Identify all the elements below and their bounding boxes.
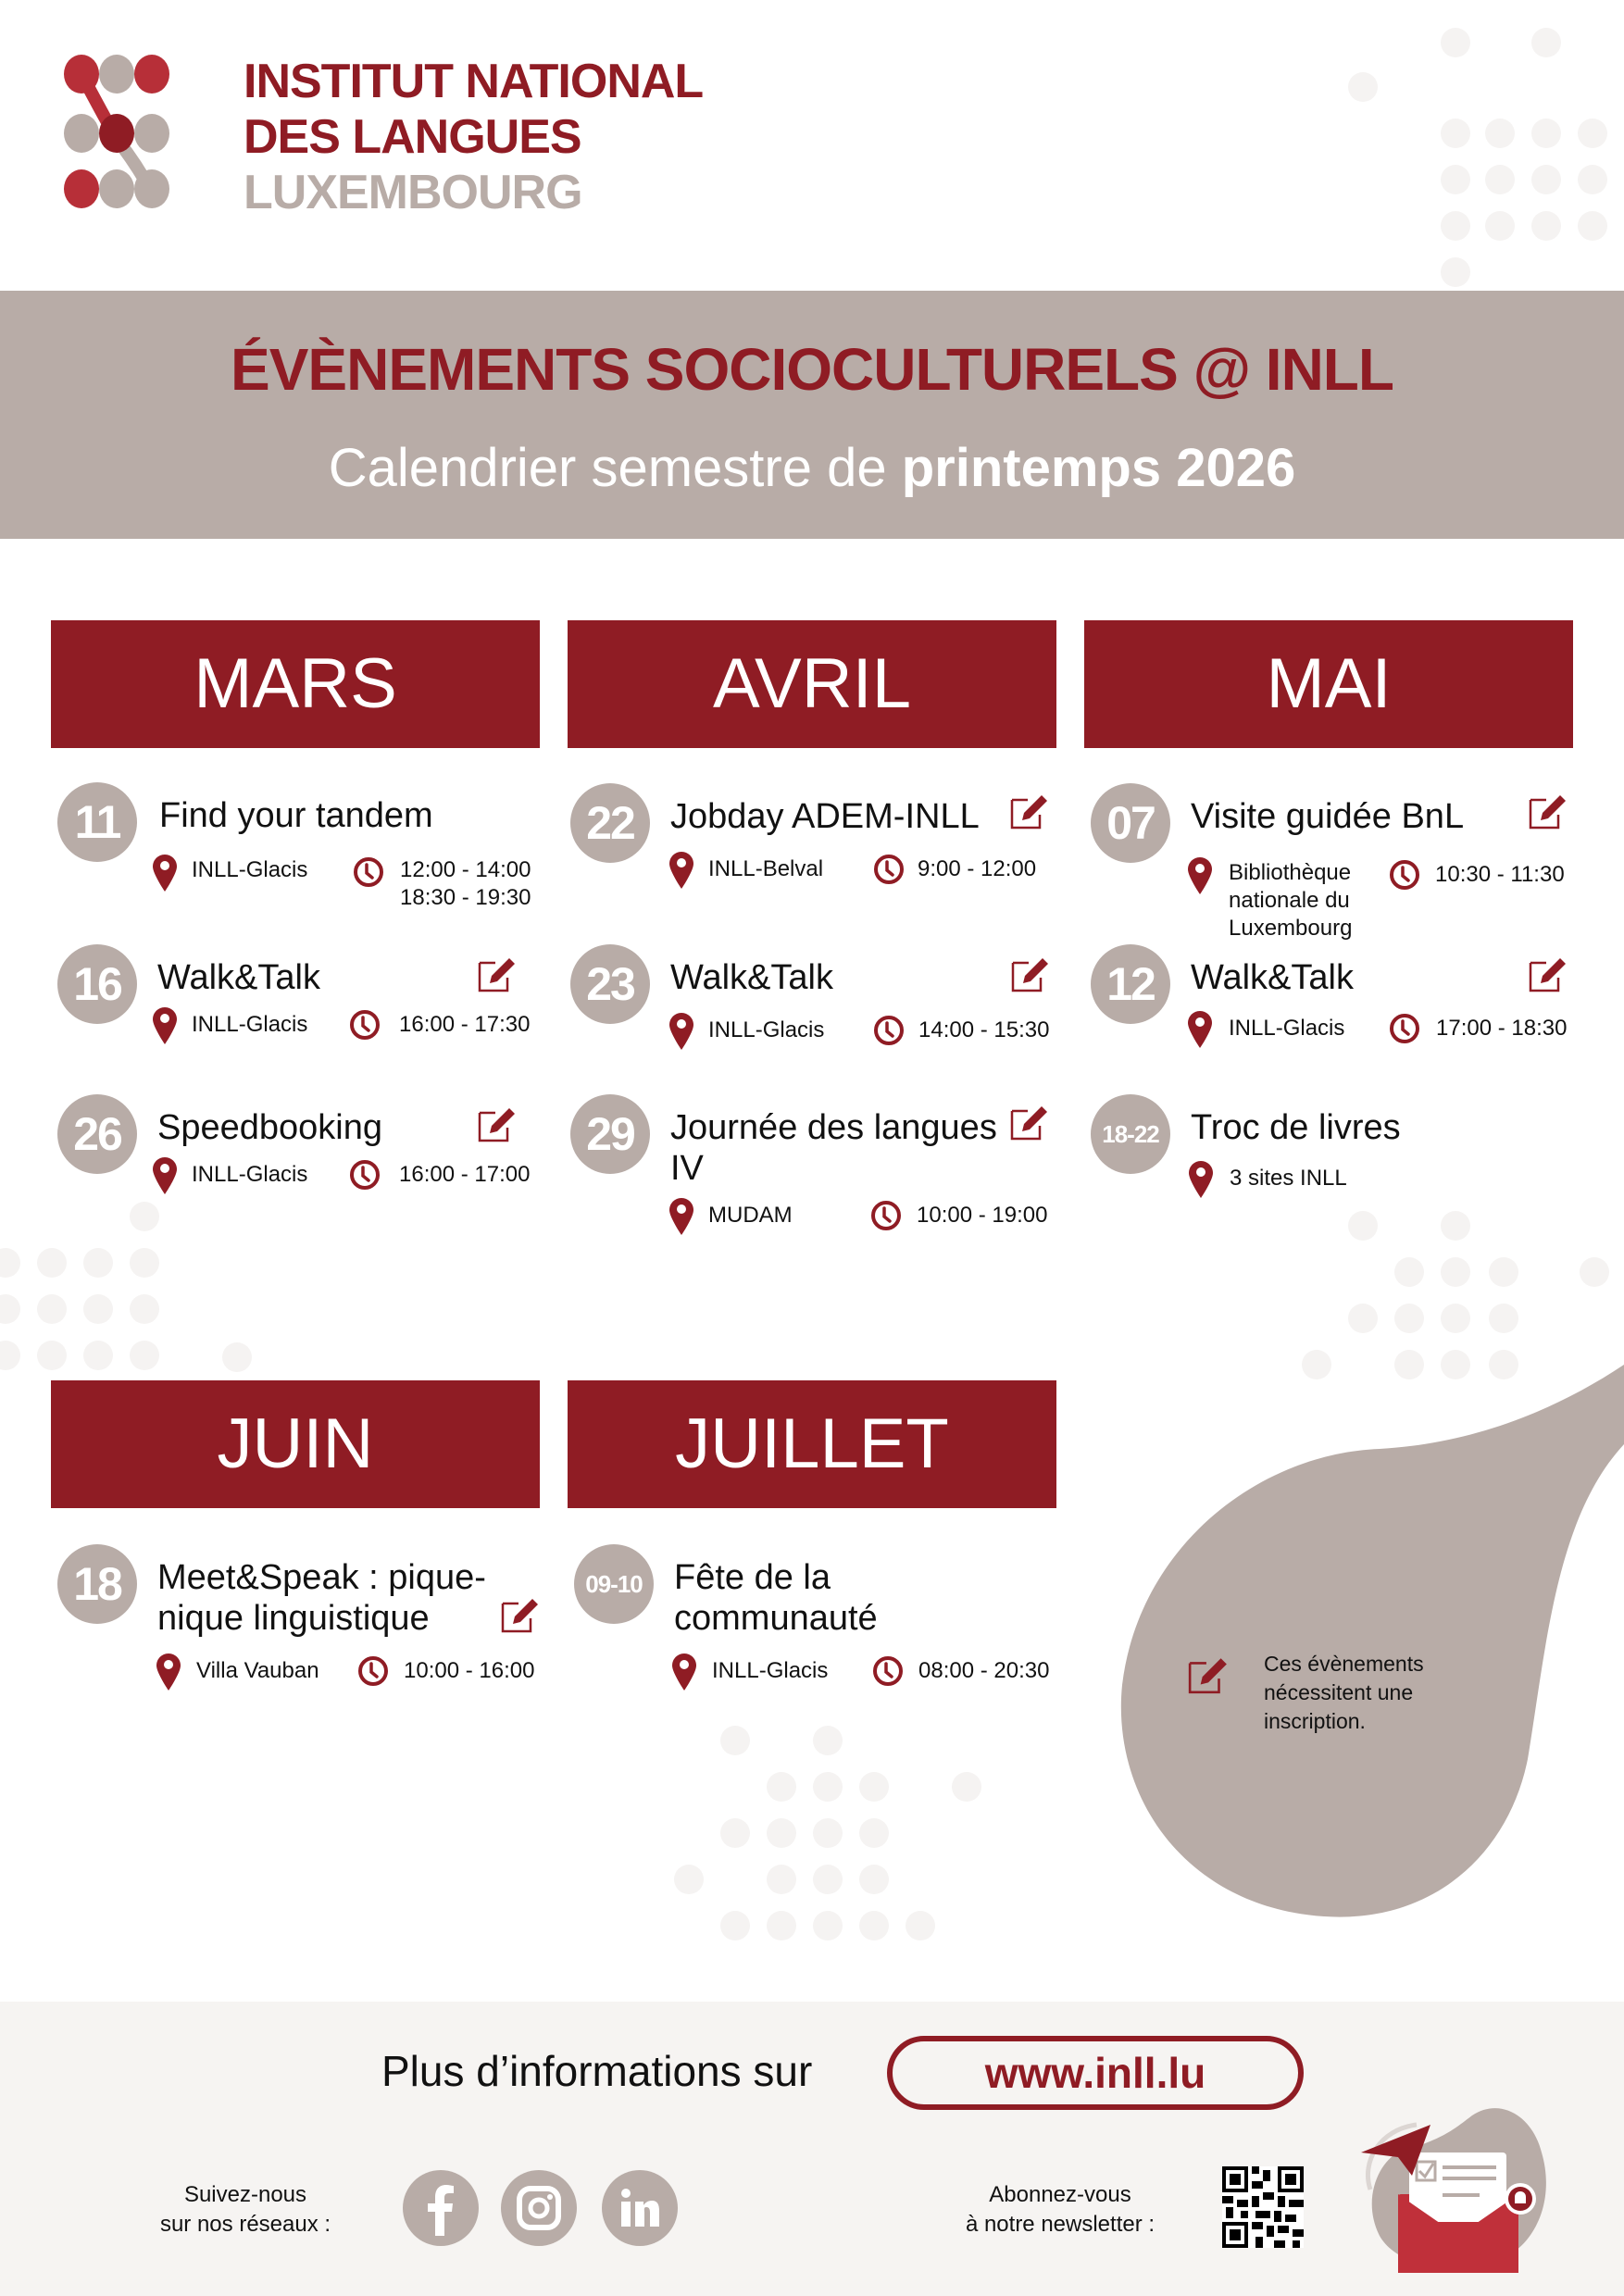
registration-edit-icon[interactable] — [1010, 955, 1051, 992]
event-title: Walk&Talk — [670, 958, 833, 997]
month-header-mai: MAI — [1084, 620, 1573, 748]
event-title: Meet&Speak : pique-nique linguistique — [157, 1558, 486, 1638]
clock-icon — [353, 856, 384, 888]
event-title: Fête de la communauté — [674, 1558, 878, 1638]
location-pin-icon — [153, 1157, 177, 1194]
event-location: INLL-Glacis — [708, 1017, 825, 1042]
event-title: Visite guidée BnL — [1191, 797, 1465, 836]
event-title: Speedbooking — [157, 1108, 382, 1147]
location-pin-icon — [156, 1653, 181, 1691]
registration-edit-icon[interactable] — [500, 1596, 541, 1633]
logo-wordmark — [244, 54, 703, 220]
location-pin-icon — [669, 1198, 693, 1235]
event-location: Bibliothèque nationale du Luxembourg — [1229, 860, 1353, 941]
event-time: 14:00 - 15:30 — [918, 1017, 1050, 1042]
event-location: Villa Vauban — [196, 1658, 319, 1683]
linkedin-icon[interactable] — [602, 2170, 678, 2246]
event-location: INLL-Glacis — [1229, 1016, 1345, 1041]
instagram-icon[interactable] — [501, 2170, 577, 2246]
event-time: 16:00 - 17:00 — [399, 1162, 531, 1187]
registration-edit-icon[interactable] — [477, 955, 518, 992]
page-subtitle — [0, 437, 1624, 499]
event-day-badge: 29 — [570, 1094, 650, 1174]
event-location: INLL-Glacis — [712, 1658, 829, 1683]
location-pin-icon — [153, 1007, 177, 1044]
clock-icon — [357, 1655, 389, 1687]
event-day-badge: 18 — [57, 1544, 137, 1624]
location-pin-icon — [1189, 1161, 1213, 1198]
clock-icon — [873, 854, 905, 885]
registration-edit-icon — [1187, 1655, 1230, 1694]
event-day-badge: 23 — [570, 944, 650, 1024]
legend-blob-shape — [1111, 1352, 1624, 1926]
registration-edit-icon[interactable] — [1009, 792, 1050, 830]
logo-line-3: LUXEMBOURG — [244, 166, 582, 219]
month-header-juin: JUIN — [51, 1380, 540, 1508]
logo-line-1: INSTITUT NATIONAL — [244, 55, 704, 108]
event-title: Walk&Talk — [1191, 958, 1354, 997]
location-pin-icon — [1188, 857, 1212, 894]
event-time: 10:00 - 19:00 — [917, 1203, 1048, 1228]
event-title: Troc de livres — [1191, 1108, 1401, 1147]
newsletter-envelope-illustration — [1343, 2097, 1565, 2282]
month-header-juillet: JUILLET — [568, 1380, 1056, 1508]
event-day-badge: 12 — [1091, 944, 1170, 1024]
follow-us-label — [139, 2180, 352, 2240]
month-header-avril: AVRIL — [568, 620, 1056, 748]
event-day-badge: 07 — [1091, 783, 1170, 863]
facebook-icon[interactable] — [403, 2170, 479, 2246]
logo-line-2: DES LANGUES — [244, 110, 581, 164]
event-time: 16:00 - 17:30 — [399, 1012, 531, 1037]
event-time: 10:00 - 16:00 — [404, 1658, 535, 1683]
event-day-badge: 16 — [57, 944, 137, 1024]
event-day-badge: 26 — [57, 1094, 137, 1174]
month-header-mars: MARS — [51, 620, 540, 748]
registration-edit-icon[interactable] — [1009, 1104, 1050, 1141]
location-pin-icon — [153, 855, 177, 892]
registration-edit-icon[interactable] — [1528, 792, 1568, 830]
registration-edit-icon[interactable] — [477, 1105, 518, 1142]
website-link-button[interactable]: www.inll.lu — [887, 2036, 1304, 2110]
follow-line-1: Suivez-nous — [183, 2182, 307, 2207]
event-title: Find your tandem — [159, 796, 433, 835]
event-time: 10:30 - 11:30 — [1435, 862, 1565, 887]
more-info-label: Plus d’informations sur — [381, 2047, 813, 2095]
subtitle-bold: printemps 2026 — [901, 438, 1296, 498]
event-time: 08:00 - 20:30 — [918, 1658, 1050, 1683]
event-title: Journée des langues IV — [670, 1108, 997, 1188]
event-day-badge: 22 — [570, 783, 650, 863]
clock-icon — [1389, 859, 1420, 891]
clock-icon — [349, 1159, 381, 1191]
subscribe-line-1: Abonnez-vous — [989, 2182, 1131, 2207]
event-location: INLL-Glacis — [192, 1162, 308, 1187]
event-time-2: 18:30 - 19:30 — [400, 885, 531, 910]
event-day-badge: 18-22 — [1091, 1094, 1170, 1174]
clock-icon — [873, 1015, 905, 1046]
legend-text: Ces évènements nécessitent une inscription. — [1264, 1652, 1424, 1733]
event-time: 12:00 - 14:00 — [400, 857, 531, 882]
event-location: MUDAM — [708, 1203, 793, 1228]
logo-dots-icon — [63, 54, 220, 211]
inll-logo — [63, 54, 711, 220]
event-time: 9:00 - 12:00 — [918, 856, 1037, 881]
location-pin-icon — [669, 852, 693, 889]
event-location: INLL-Glacis — [192, 1012, 308, 1037]
title-banner — [0, 291, 1624, 539]
registration-edit-icon[interactable] — [1528, 955, 1568, 992]
event-day-badge: 11 — [57, 782, 137, 862]
event-title: Jobday ADEM-INLL — [670, 797, 980, 836]
event-title: Walk&Talk — [157, 958, 320, 997]
page-title: ÉVÈNEMENTS SOCIOCULTURELS @ INLL — [231, 336, 1393, 403]
newsletter-qr-code[interactable] — [1222, 2166, 1304, 2248]
location-pin-icon — [669, 1013, 693, 1050]
clock-icon — [349, 1009, 381, 1041]
subtitle-regular: Calendrier semestre de — [328, 438, 902, 498]
clock-icon — [1389, 1013, 1420, 1044]
event-location: 3 sites INLL — [1230, 1166, 1347, 1191]
subscribe-label — [926, 2180, 1194, 2240]
location-pin-icon — [672, 1653, 696, 1691]
location-pin-icon — [1188, 1011, 1212, 1048]
event-location: INLL-Belval — [708, 856, 824, 881]
subscribe-line-2: à notre newsletter : — [965, 2212, 1156, 2237]
follow-line-2: sur nos réseaux : — [159, 2212, 331, 2237]
clock-icon — [870, 1200, 902, 1231]
event-day-badge: 09-10 — [574, 1544, 654, 1624]
event-time: 17:00 - 18:30 — [1436, 1016, 1568, 1041]
clock-icon — [872, 1655, 904, 1687]
event-location: INLL-Glacis — [192, 857, 308, 882]
